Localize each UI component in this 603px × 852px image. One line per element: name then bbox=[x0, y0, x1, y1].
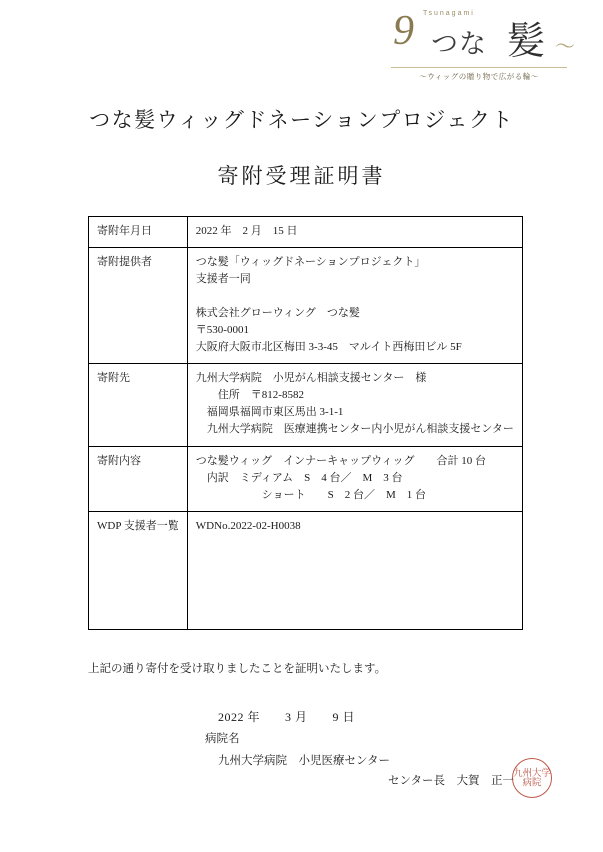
logo-name-kanji: 髪 bbox=[507, 21, 546, 63]
logo-divider bbox=[391, 67, 567, 68]
row-line: 九州大学病院 小児がん相談支援センター 様 bbox=[195, 372, 427, 385]
document-title: つな髪ウィッグドネーションプロジェクト bbox=[89, 108, 514, 132]
row-line: 大阪府大阪市北区梅田 3-3-45 マルイト西梅田ビル 5F bbox=[195, 341, 462, 354]
logo-tagline: 〜ウィッグの贈り物で広がる輪〜 bbox=[419, 72, 539, 81]
row-line bbox=[196, 288, 514, 305]
logo-g-icon: 9 bbox=[393, 8, 414, 54]
row-line: 住所 〒812-8582 bbox=[195, 389, 304, 402]
row-line: 株式会社グローウィング つな髪 bbox=[195, 307, 360, 320]
row-value-wdp bbox=[187, 511, 522, 629]
row-line: 福岡県福岡市東区馬出 3-1-1 bbox=[195, 406, 344, 419]
table-row bbox=[89, 217, 523, 248]
certificate-table-wrapper bbox=[88, 216, 516, 630]
row-line: WDNo.2022-02-H0038 bbox=[195, 519, 301, 532]
table-row bbox=[89, 446, 523, 511]
row-value-donor bbox=[187, 248, 522, 364]
hospital-name-value: 九州大学病院 小児医療センター bbox=[218, 755, 391, 767]
row-line: つな髪ウィッグ インナーキャップウィッグ 合計 10 台 bbox=[195, 454, 486, 467]
row-line: 支援者一同 bbox=[195, 273, 251, 286]
hospital-name-label: 病院名 bbox=[205, 733, 240, 745]
row-value-date bbox=[187, 217, 522, 248]
row-line: 2022 年 2 月 15 日 bbox=[195, 225, 298, 237]
row-line: 〒530-0001 bbox=[195, 324, 249, 337]
row-value-recipient bbox=[187, 364, 522, 446]
row-line: つな髪「ウィッグドネーションプロジェクト」 bbox=[195, 256, 426, 269]
table-row bbox=[89, 511, 523, 629]
tsunagami-logo bbox=[379, 8, 579, 86]
signature-date: 2022 年 3 月 9 日 bbox=[218, 710, 356, 724]
signer-name: センター長 大賀 正一 bbox=[388, 775, 515, 787]
certificate-table-body bbox=[89, 217, 523, 630]
logo-romaji: Tsunagami bbox=[423, 10, 475, 17]
document-subtitle: 寄附受理証明書 bbox=[217, 164, 386, 188]
row-label-recipient: 寄附先 bbox=[89, 364, 188, 446]
row-label-contents: 寄附内容 bbox=[89, 446, 188, 511]
row-value-contents bbox=[187, 446, 522, 511]
logo-swirl-icon: 〜 bbox=[555, 36, 575, 58]
table-row bbox=[89, 364, 523, 446]
row-label-wdp: WDP 支援者一覧 bbox=[89, 511, 188, 629]
official-seal-icon bbox=[512, 758, 552, 798]
logo-name-kana: つな bbox=[431, 29, 487, 59]
row-line: 九州大学病院 医療連携センター内小児がん相談支援センター bbox=[195, 423, 514, 436]
certificate-table bbox=[88, 216, 523, 630]
table-row bbox=[89, 248, 523, 364]
row-label-donor: 寄附提供者 bbox=[89, 248, 188, 364]
logo-mark-group bbox=[379, 8, 579, 64]
row-label-date: 寄附年月日 bbox=[89, 217, 188, 248]
seal-text: 九州大学病院 bbox=[513, 767, 551, 788]
row-line: 内訳 ミディアム S 4 台／ M 3 台 bbox=[195, 471, 403, 484]
row-line: ショート S 2 台／ M 1 台 bbox=[195, 488, 426, 501]
confirmation-statement: 上記の通り寄付を受け取りましたことを証明いたします。 bbox=[88, 663, 387, 675]
